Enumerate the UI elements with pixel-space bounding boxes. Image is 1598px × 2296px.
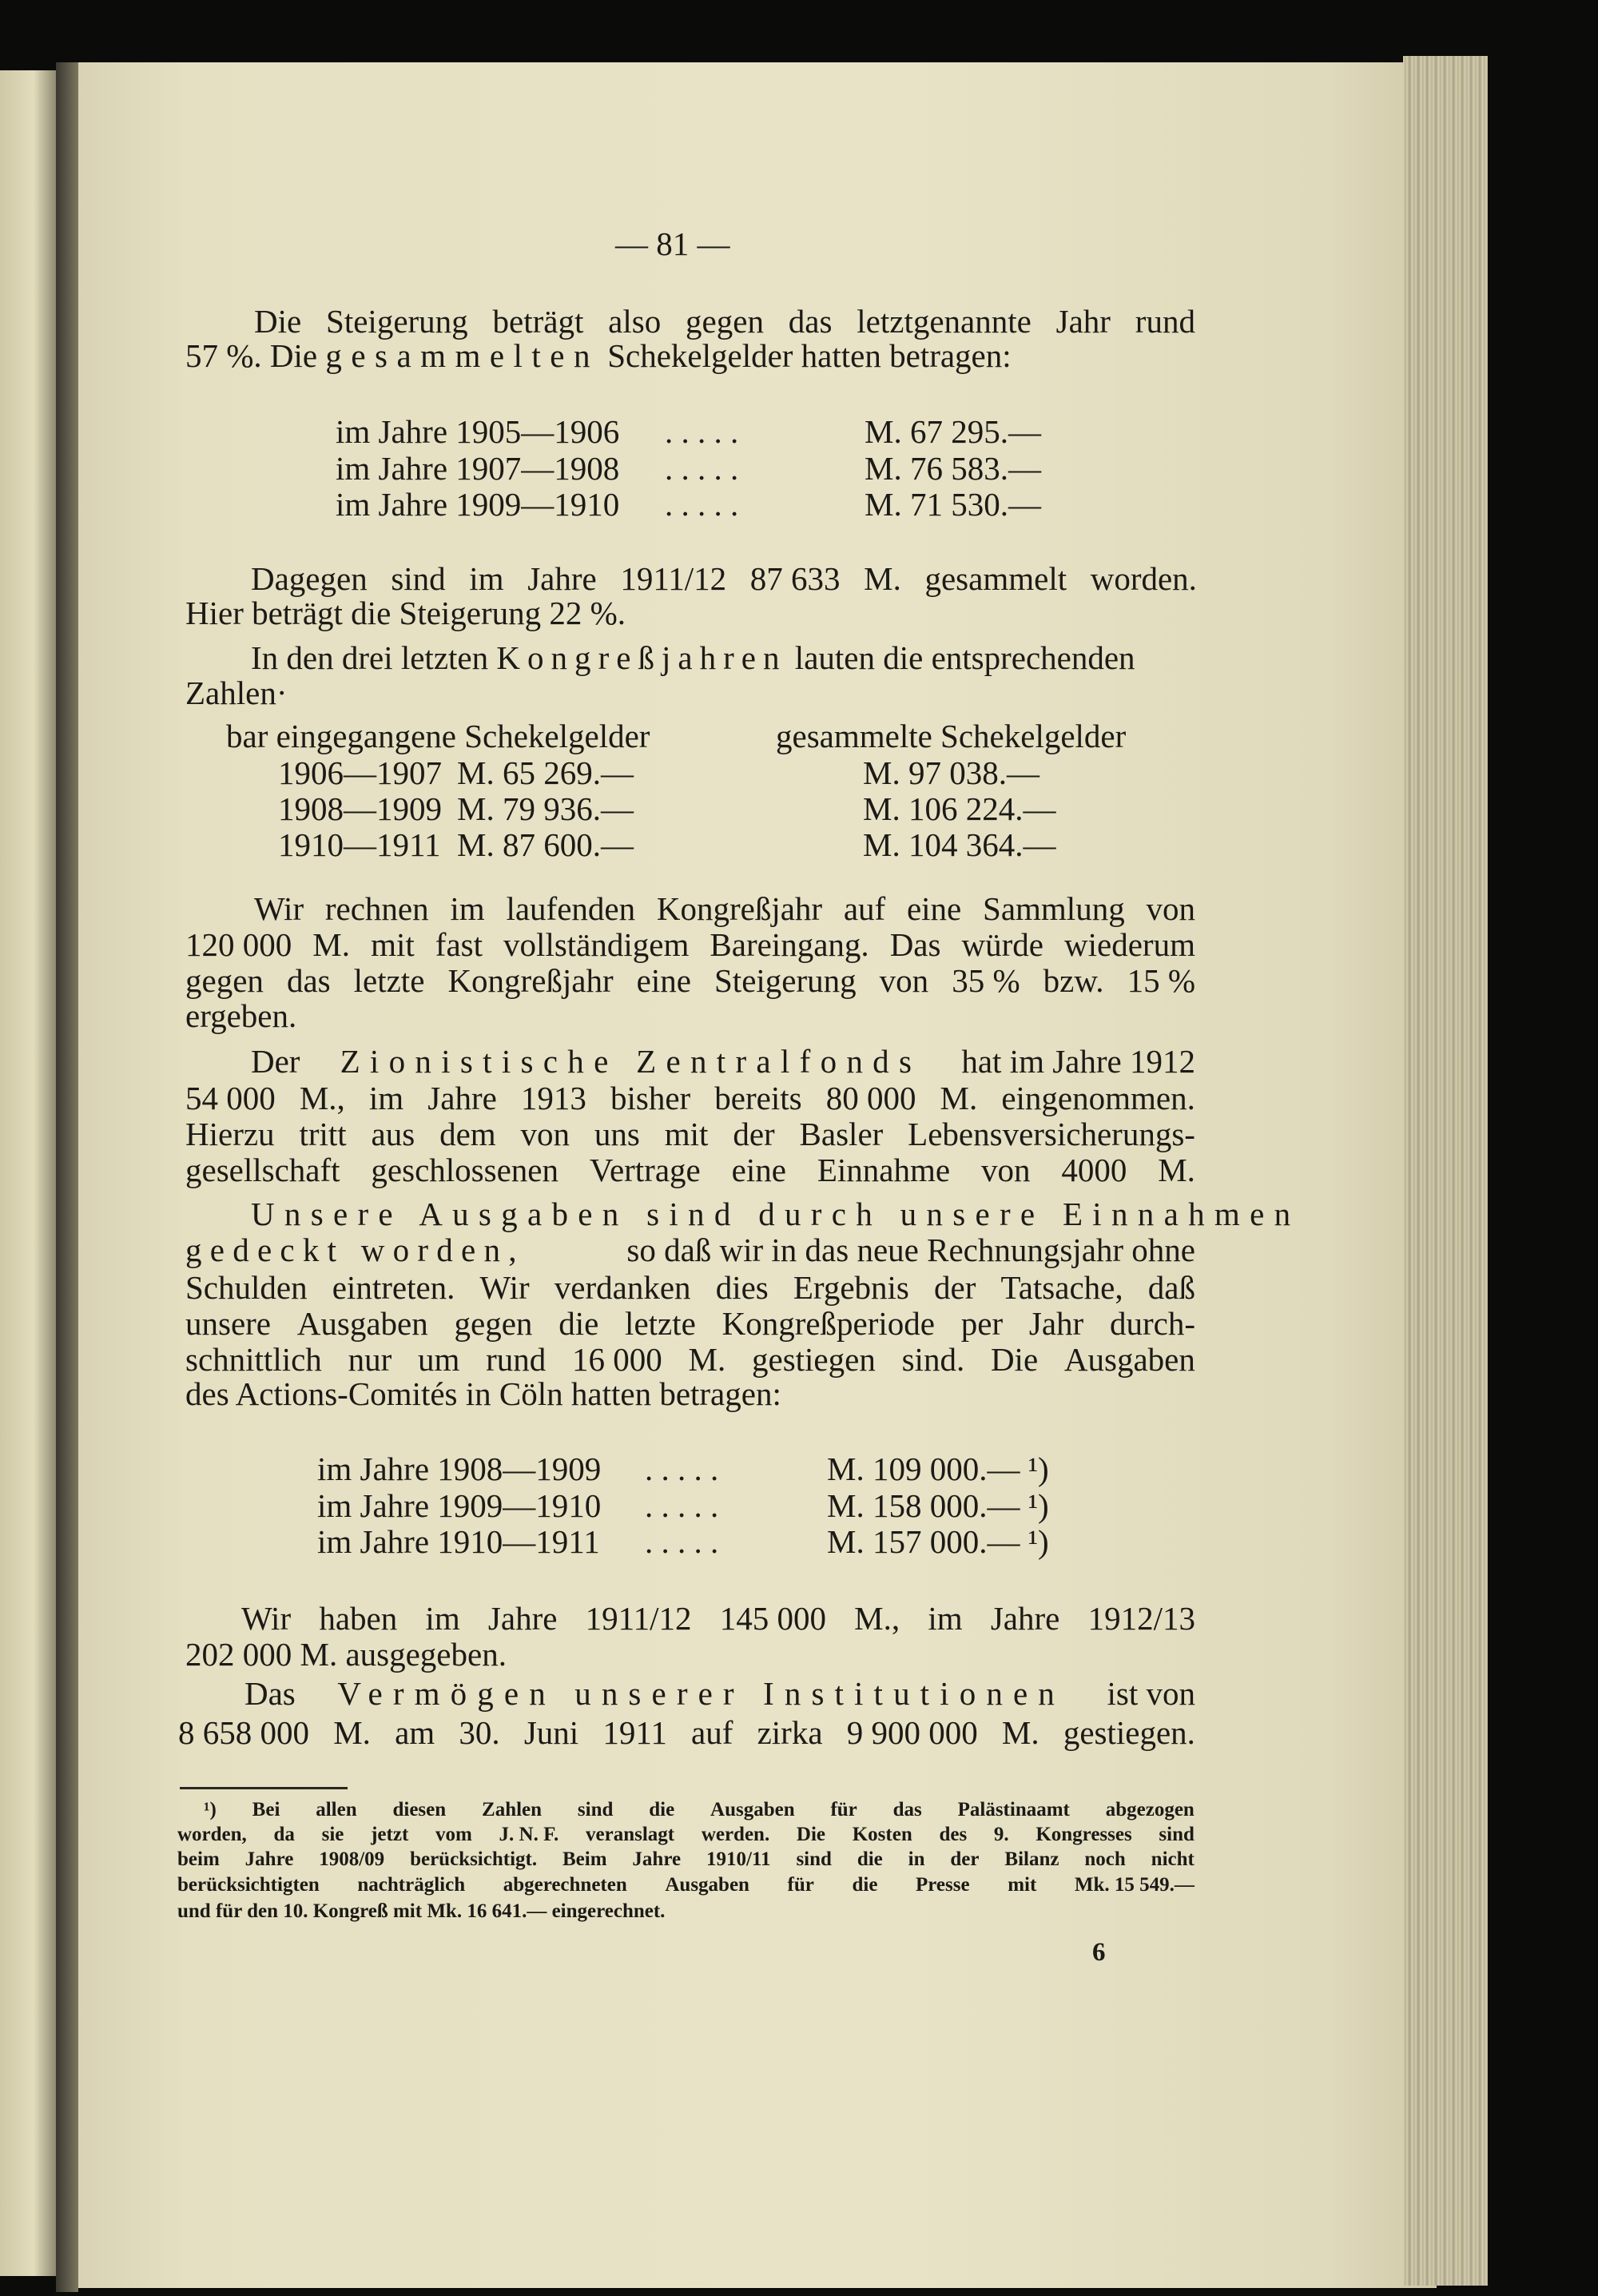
word: M. [1001, 1714, 1039, 1751]
word: Lebensversicherungs- [908, 1116, 1195, 1152]
para1-line2-spaced: gesammelten [325, 337, 599, 374]
word: Steigerung [714, 962, 857, 999]
word: Jahre [632, 1848, 682, 1870]
word: von [879, 962, 929, 999]
word: Die [796, 1824, 826, 1845]
word: berücksichtigt. [410, 1848, 538, 1870]
word: dem [439, 1116, 496, 1152]
word: aus [371, 1116, 415, 1152]
para4-line1 [254, 889, 1195, 925]
word: Steigerung [326, 303, 468, 340]
word: 1911/12 [585, 1600, 692, 1637]
word: 9 900 000 [846, 1714, 978, 1751]
word: M. [940, 1080, 978, 1116]
word: Kongresses [1036, 1824, 1132, 1845]
word: geschlossenen [371, 1152, 559, 1188]
word: Das [889, 926, 941, 963]
word: die [852, 1874, 878, 1896]
word: berücksichtigten [177, 1874, 320, 1896]
word: beim [177, 1848, 220, 1870]
word: zirka [757, 1714, 823, 1751]
word: Die [990, 1341, 1039, 1378]
table1-dots: . . . . . [665, 413, 739, 450]
word: auf [691, 1714, 733, 1751]
footnote-line3 [177, 1848, 1195, 1872]
table2-years: 1908—1909 [278, 790, 442, 827]
word: bisher [610, 1080, 691, 1116]
word: laufenden [506, 890, 636, 927]
para3-line1 [251, 640, 1135, 675]
word: allen [316, 1799, 357, 1820]
word: würde [961, 926, 1043, 963]
word: Jahr [1028, 1305, 1084, 1342]
para6-line6: des Actions-Comités in Cöln hatten betragen: [185, 1375, 781, 1412]
word: eine [906, 890, 962, 927]
word: Bareingang. [710, 926, 869, 963]
word: per [960, 1305, 1004, 1342]
table1-dots: . . . . . [665, 486, 739, 523]
word: im [450, 890, 485, 927]
word: im [425, 1600, 460, 1637]
footnote-line2 [177, 1824, 1195, 1848]
word: der [733, 1116, 775, 1152]
word: 1913 [520, 1080, 586, 1116]
word: 1912/13 [1087, 1600, 1195, 1637]
word: im [469, 560, 504, 597]
word: 87 633 [749, 560, 841, 597]
para1-line2-b: Schekelgelder hatten betragen: [607, 337, 1012, 374]
para3-line2: Zahlen· [185, 674, 288, 711]
word: sind [1159, 1824, 1195, 1845]
word: Jahre [244, 1848, 294, 1870]
word: 1908/09 [319, 1848, 385, 1870]
word: ¹) [204, 1799, 217, 1820]
word: haben [319, 1600, 398, 1637]
word: 30. [459, 1714, 500, 1751]
footnote-line5: und für den 10. Kongreß mit Mk. 16 641.— eingerechnet. [177, 1900, 666, 1922]
word: nachträglich [357, 1874, 466, 1896]
word: wiederum [1064, 926, 1195, 963]
word: Palästinaamt [957, 1799, 1070, 1820]
word: uns [594, 1116, 640, 1152]
word: der [950, 1848, 980, 1870]
word: M. [688, 1341, 726, 1378]
word: Dagegen [251, 560, 368, 597]
word: 16 000 [572, 1341, 662, 1378]
footnote-line4 [177, 1874, 1195, 1898]
table2-right-amount: M. 104 364.— [863, 826, 1056, 863]
table2-years: 1906—1907 [278, 754, 442, 791]
table3-amount: M. 157 000.— ¹) [827, 1523, 1049, 1560]
para3-line1-b: lauten die entsprechenden [794, 639, 1135, 676]
word: 54 000 [185, 1080, 276, 1116]
page-number: — 81 — [615, 225, 730, 262]
word: veranslagt [586, 1824, 675, 1845]
word: diesen [392, 1799, 447, 1820]
word: sind. [901, 1341, 965, 1378]
word: letzte [625, 1305, 696, 1342]
word: mit [664, 1116, 709, 1152]
word: Beim [562, 1848, 607, 1870]
word: unsere [185, 1305, 272, 1342]
word: Ausgaben [710, 1799, 795, 1820]
para5-line3 [185, 1115, 1195, 1150]
para5-line1-b: hat im Jahre 1912 [961, 1043, 1195, 1080]
word: Jahre [487, 1600, 558, 1637]
word: sind [391, 560, 446, 597]
word: gestiegen [752, 1341, 876, 1378]
para7-line2: 202 000 M. ausgegeben. [185, 1636, 507, 1673]
word: die [559, 1305, 599, 1342]
table2-right-amount: M. 106 224.— [863, 790, 1056, 827]
word: das [286, 962, 331, 999]
footnote-rule [180, 1787, 348, 1789]
word: um [417, 1341, 460, 1378]
word: von [1146, 890, 1195, 927]
word: Sammlung [983, 890, 1125, 927]
table1-amount: M. 71 530.— [865, 486, 1041, 523]
word: Basler [799, 1116, 884, 1152]
word: tritt [299, 1116, 347, 1152]
word: jetzt [371, 1824, 409, 1845]
word: gestiegen. [1063, 1714, 1195, 1751]
word: Schulden [185, 1269, 308, 1306]
footnote-line1 [204, 1799, 1195, 1823]
word: Ausgaben [1063, 1341, 1195, 1378]
word: Bei [252, 1799, 280, 1820]
table3-label: im Jahre 1908—1909 [317, 1450, 602, 1487]
word: Zahlen [482, 1799, 543, 1820]
word: gesammelt [924, 560, 1067, 597]
word: bzw. [1043, 962, 1104, 999]
word: daß [1147, 1269, 1195, 1306]
para3-line1-spaced: Kongreßjahren [496, 639, 787, 676]
word: abgezogen [1105, 1799, 1195, 1820]
table3-dots: . . . . . [645, 1487, 719, 1524]
word: Ausgaben [665, 1874, 749, 1896]
word: noch [1084, 1848, 1126, 1870]
word: eingenommen. [1001, 1080, 1195, 1116]
word: Jahre [427, 1080, 497, 1116]
para5-line1-spaced: Zionistische Zentralfonds [340, 1043, 922, 1080]
table2-right-amount: M. 97 038.— [863, 754, 1039, 791]
word: Wir [241, 1600, 292, 1637]
word: Kosten [852, 1824, 912, 1845]
word: da [273, 1824, 295, 1845]
word: gegen [454, 1305, 533, 1342]
word: rund [486, 1341, 547, 1378]
table1-label: im Jahre 1907—1908 [336, 450, 620, 487]
word: sind [796, 1848, 832, 1870]
para4-line2 [185, 925, 1195, 961]
word: 145 000 [719, 1600, 826, 1637]
para2-line2: Hier beträgt die Steigerung 22 %. [185, 595, 626, 631]
word: J. N. F. [499, 1824, 559, 1845]
table3-amount: M. 109 000.— ¹) [827, 1450, 1049, 1487]
word: worden, [177, 1824, 247, 1845]
word: nur [348, 1341, 392, 1378]
word: eine [731, 1152, 786, 1188]
table3-amount: M. 158 000.— ¹) [827, 1487, 1049, 1524]
word: mit [1008, 1874, 1037, 1896]
table2-left-amount: M. 79 936.— [457, 790, 634, 827]
para2-line1 [251, 559, 1197, 595]
word: am [395, 1714, 435, 1751]
para6-line3 [185, 1268, 1195, 1306]
word: auf [843, 890, 886, 927]
para6-line4 [185, 1304, 1195, 1342]
word: die [857, 1848, 883, 1870]
word: die [649, 1799, 675, 1820]
word: vollständigem [503, 926, 690, 963]
para5-line2 [185, 1079, 1195, 1114]
word: 1911 [602, 1714, 667, 1751]
word: worden. [1090, 560, 1197, 597]
para6-line2 [185, 1232, 1195, 1267]
word: beträgt [492, 303, 584, 340]
para4-line3 [185, 961, 1195, 997]
para8-line2 [178, 1713, 1195, 1749]
word: M. [333, 1714, 371, 1751]
table2-years: 1910—1911 [278, 826, 441, 863]
word: 8 658 000 [178, 1714, 309, 1751]
word: vom [435, 1824, 472, 1845]
word: von [520, 1116, 570, 1152]
para6-line2-b: so daß wir in das neue Rechnungsjahr ohne [626, 1232, 1195, 1268]
word: 4000 [1061, 1152, 1127, 1188]
word: Jahre [527, 560, 597, 597]
word: Einnahme [817, 1152, 951, 1188]
word: also [608, 303, 662, 340]
word: nicht [1151, 1848, 1195, 1870]
word: im [928, 1600, 963, 1637]
word: Kongreßperiode [721, 1305, 935, 1342]
table1-label: im Jahre 1909—1910 [336, 486, 620, 523]
word: in [908, 1848, 925, 1870]
word: schnittlich [185, 1341, 322, 1378]
para8-line1-b: ist von [1107, 1675, 1195, 1712]
word: M., [854, 1600, 900, 1637]
sheet-number: 6 [1092, 1938, 1106, 1967]
table1-label: im Jahre 1905—1906 [336, 413, 620, 450]
word: gegen [686, 303, 764, 340]
word: Hierzu [185, 1116, 275, 1152]
word: gegen [185, 962, 264, 999]
word: rechnen [324, 890, 429, 927]
word: Ergebnis [793, 1269, 909, 1306]
word: letztgenannte [857, 303, 1032, 340]
word: von [980, 1152, 1031, 1188]
para1-line2-a: 57 %. Die [185, 337, 318, 374]
para5-line1 [251, 1044, 1195, 1079]
word: Juni [523, 1714, 579, 1751]
word: das [788, 303, 833, 340]
word: das [892, 1799, 922, 1820]
word: für [787, 1874, 814, 1896]
word: sie [321, 1824, 344, 1845]
word: werden. [701, 1824, 770, 1845]
word: Ausgaben [296, 1305, 428, 1342]
word: verdanken [554, 1269, 691, 1306]
table2-header-left: bar eingegangene Schekelgelder [226, 718, 650, 754]
para7-line1 [241, 1599, 1195, 1637]
word: mit [371, 926, 415, 963]
word: eintreten. [332, 1269, 455, 1306]
word: Bilanz [1004, 1848, 1059, 1870]
word: Wir [254, 890, 304, 927]
word: rund [1135, 303, 1195, 340]
word: M., [299, 1080, 345, 1116]
table3-label: im Jahre 1909—1910 [317, 1487, 602, 1524]
table3-label: im Jahre 1910—1911 [317, 1523, 600, 1560]
word: fast [435, 926, 483, 963]
para6-line2-spaced: gedeckt worden, [185, 1232, 525, 1268]
word: 35 % [952, 962, 1020, 999]
word: im [368, 1080, 404, 1116]
table2-header-right: gesammelte Schekelgelder [776, 718, 1127, 754]
word: M. [864, 560, 901, 597]
word: sind [577, 1799, 614, 1820]
word: Wir [479, 1269, 530, 1306]
word: Jahre [990, 1600, 1060, 1637]
word: Presse [916, 1874, 970, 1896]
word: Die [254, 303, 302, 340]
word: 15 % [1127, 962, 1195, 999]
word: abgerechneten [503, 1874, 627, 1896]
table1-amount: M. 67 295.— [865, 413, 1041, 450]
word: bereits [714, 1080, 802, 1116]
word: gesellschaft [185, 1152, 340, 1188]
word: dies [715, 1269, 769, 1306]
para1-line2 [185, 338, 1012, 373]
para8-line1 [244, 1676, 1195, 1711]
para1-line1 [254, 302, 1195, 340]
para3-line1-a: In den drei letzten [251, 639, 489, 676]
word: Mk. 15 549.— [1074, 1874, 1195, 1896]
word: Kongreßjahr [447, 962, 614, 999]
word: Jahr [1055, 303, 1111, 340]
para5-line1-a: Der [251, 1043, 300, 1080]
word: M. [312, 926, 351, 963]
word: M. [1158, 1152, 1195, 1188]
table2-left-amount: M. 65 269.— [457, 754, 634, 791]
word: Tatsache, [1000, 1269, 1123, 1306]
para6-line5 [185, 1340, 1195, 1378]
word: durch- [1109, 1305, 1195, 1342]
word: eine [636, 962, 691, 999]
word: 1910/11 [706, 1848, 771, 1870]
word: Kongreßjahr [656, 890, 823, 927]
table1-amount: M. 76 583.— [865, 450, 1041, 487]
table3-dots: . . . . . [645, 1450, 719, 1487]
table2-left-amount: M. 87 600.— [457, 826, 634, 863]
word: 9. [993, 1824, 1009, 1845]
table1-dots: . . . . . [665, 450, 739, 487]
word: der [934, 1269, 976, 1306]
para5-line4 [185, 1151, 1195, 1186]
word: für [830, 1799, 857, 1820]
para6-line1: Unsere Ausgaben sind durch unsere Einnahmen [251, 1196, 1301, 1232]
table3-dots: . . . . . [645, 1523, 719, 1560]
para8-line1-spaced: Vermögen unserer Institutionen [337, 1675, 1065, 1712]
para8-line1-a: Das [244, 1675, 296, 1712]
word: des [939, 1824, 968, 1845]
word: Vertrage [589, 1152, 701, 1188]
word: 1911/12 [620, 560, 727, 597]
para4-line4: ergeben. [185, 997, 297, 1034]
word: 80 000 [825, 1080, 916, 1116]
word: 120 000 [185, 926, 292, 963]
word: letzte [353, 962, 425, 999]
